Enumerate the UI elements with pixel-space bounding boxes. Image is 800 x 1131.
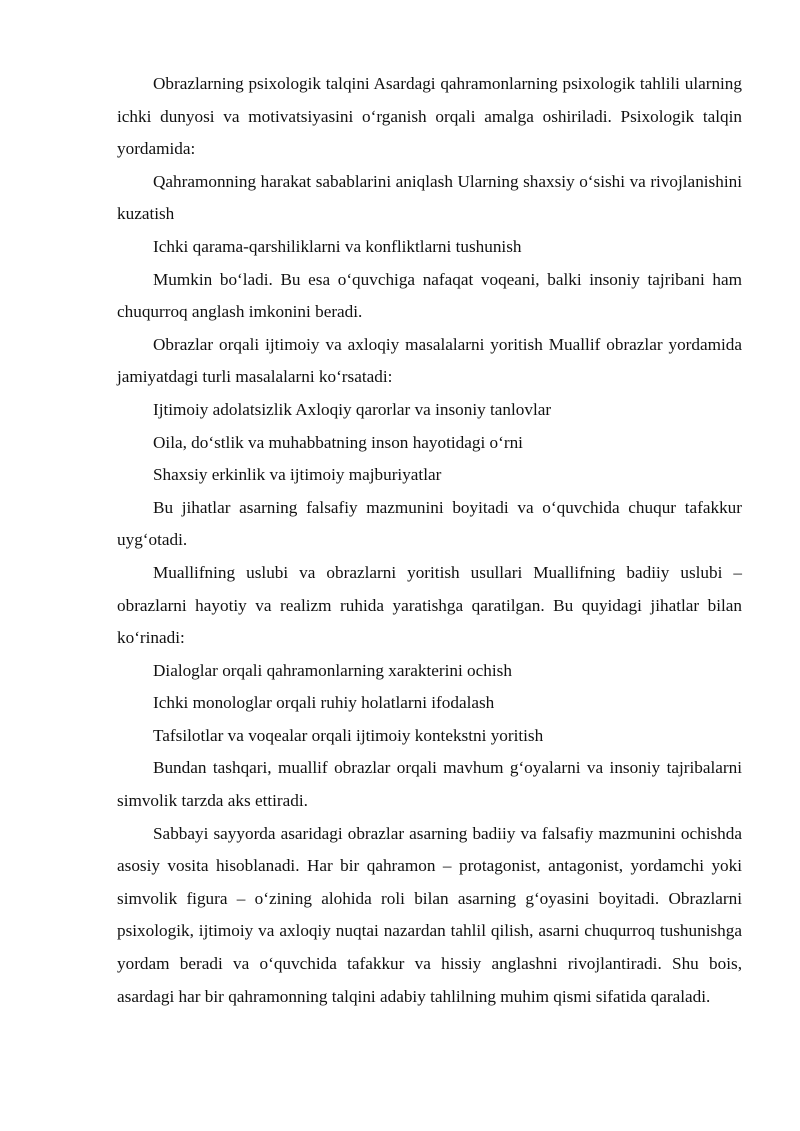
paragraph-list-family: Oila, do‘stlik va muhabbatning inson hayotidagi o‘rni xyxy=(153,432,523,452)
paragraph-list-freedom: Shaxsiy erkinlik va ijtimoiy majburiyatlar xyxy=(153,465,442,485)
paragraph-list-motives: Qahramonning harakat sabablarini aniqlash Ularning shaxsiy o‘sishi va rivojlanishini kuzatish xyxy=(117,171,742,224)
paragraph-list-monologues: Ichki monologlar orqali ruhiy holatlarni ifodalash xyxy=(153,693,495,713)
paragraph-symbolism: Bundan tashqari, muallif obrazlar orqali mavhum g‘oyalarni va insoniy tajribalarni simvolik tarzda aks ettiradi. xyxy=(117,758,742,811)
paragraph-list-details: Tafsilotlar va voqealar orqali ijtimoiy kontekstni yoritish xyxy=(153,725,544,745)
paragraph-list-dialogues: Dialoglar orqali qahramonlarning xarakterini ochish xyxy=(153,660,512,680)
paragraph-list-injustice: Ijtimoiy adolatsizlik Axloqiy qarorlar va insoniy tanlovlar xyxy=(153,399,552,419)
paragraph-possible: Mumkin bo‘ladi. Bu esa o‘quvchiga nafaqat voqeani, balki insoniy tajribani ham chuqurroq anglash imkonini beradi. xyxy=(117,269,742,322)
paragraph-conclusion: Sabbayi sayyorda asaridagi obrazlar asarning badiiy va falsafiy mazmunini ochishda asosiy vosita hisoblanadi. Har bir qahramon – protagonist, antagonist, yordamchi yoki simvolik figura – o‘zining alohida roli bilan asarning g‘oyasini boyitadi. Obrazlarni psixologik, ijtimoiy va axloqiy nuqtai nazardan tahlil qilish, asarni chuqurroq tushunishga yordam beradi va o‘quvchida tafakkur va hissiy anglashni rivojlantiradi. Shu bois, asardagi har bir qahramonning talqini adabiy tahlilning muhim qismi sifatida qaraladi. xyxy=(117,823,742,1006)
paragraph-list-conflicts: Ichki qarama-qarshiliklarni va konfliktlarni tushunish xyxy=(153,236,522,256)
paragraph-psychological-interpretation: Obrazlarning psixologik talqini Asardagi qahramonlarning psixologik tahlili ularning ichki dunyosi va motivatsiyasini o‘rganish orqali amalga oshiriladi. Psixologik talqin yordamida: xyxy=(117,74,742,159)
document-page xyxy=(117,68,742,1013)
paragraph-philosophical-content: Bu jihatlar asarning falsafiy mazmunini boyitadi va o‘quvchida chuqur tafakkur uyg‘otadi. xyxy=(117,497,742,550)
paragraph-social-moral-issues: Obrazlar orqali ijtimoiy va axloqiy masalalarni yoritish Muallif obrazlar yordamida jamiyatdagi turli masalalarni ko‘rsatadi: xyxy=(117,334,742,387)
paragraph-author-style: Muallifning uslubi va obrazlarni yoritish usullari Muallifning badiiy uslubi – obrazlarni hayotiy va realizm ruhida yaratishga qaratilgan. Bu quyidagi jihatlar bilan ko‘rinadi: xyxy=(117,562,742,648)
